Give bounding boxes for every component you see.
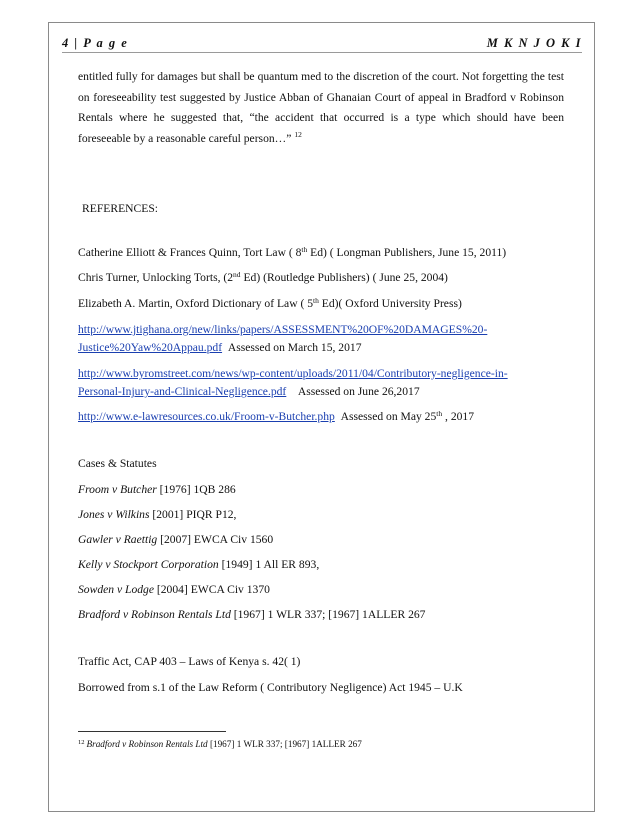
- reference-book-1: Catherine Elliott & Frances Quinn, Tort Law ( 8th Ed) ( Longman Publishers, June 15, 2011): [78, 245, 507, 259]
- header-author: M K N J O K I: [486, 36, 582, 50]
- page-number-label: 4 | P a g e: [62, 36, 129, 50]
- reference-link-1-note: Assessed on March 15, 2017: [227, 341, 362, 354]
- references-heading: REFERENCES:: [82, 202, 159, 215]
- case-item-6: Bradford v Robinson Rentals Ltd [1967] 1 WLR 337; [1967] 1ALLER 267: [78, 608, 426, 621]
- header-divider: [62, 52, 582, 53]
- case-item-1: Froom v Butcher [1976] 1QB 286: [78, 483, 236, 496]
- case-item-5: Sowden v Lodge [2004] EWCA Civ 1370: [78, 583, 270, 596]
- body-paragraph-text: entitled fully for damages but shall be quantum med to the discretion of the court. Not forgetting the test on foreseeability test suggested by Justice Abban of Ghanaian Court of appeal in Bradford v Robinson Rentals where he suggested that, “the accident that occurred is a type which should have been foreseeable by a reasonable careful person…”: [78, 70, 564, 145]
- case-item-3: Gawler v Raettig [2007] EWCA Civ 1560: [78, 533, 274, 546]
- reference-link-1-url-line1[interactable]: http://www.jtighana.org/new/links/papers/ASSESSMENT%20OF%20DAMAGES%20-: [78, 323, 488, 336]
- statute-item-1: Traffic Act, CAP 403 – Laws of Kenya s. 42( 1): [78, 655, 301, 668]
- case-item-2: Jones v Wilkins [2001] PIQR P12,: [78, 508, 237, 521]
- body-paragraph: [78, 67, 564, 149]
- reference-link-2-note: Assessed on June 26,2017: [297, 385, 420, 398]
- statute-item-2: Borrowed from s.1 of the Law Reform ( Contributory Negligence) Act 1945 – U.K: [78, 681, 463, 694]
- reference-link-2-url-line2[interactable]: Personal-Injury-and-Clinical-Negligence.pdf: [78, 385, 287, 398]
- reference-link-2: [78, 367, 508, 381]
- footnote-number: 12: [78, 739, 85, 746]
- reference-link-1-cont: [78, 341, 362, 355]
- reference-link-2-cont: [78, 385, 420, 399]
- footnote: [78, 738, 362, 750]
- reference-link-1: [78, 323, 487, 337]
- reference-link-3: [78, 410, 474, 424]
- reference-link-3-url[interactable]: http://www.e-lawresources.co.uk/Froom-v-Butcher.php: [78, 410, 335, 423]
- reference-link-2-url-line1[interactable]: http://www.byromstreet.com/news/wp-content/uploads/2011/04/Contributory-negligence-in-: [78, 367, 508, 380]
- cases-heading: Cases & Statutes: [78, 457, 157, 470]
- reference-link-1-url-line2[interactable]: Justice%20Yaw%20Appau.pdf: [78, 341, 223, 354]
- footnote-separator: [78, 731, 226, 732]
- reference-book-2: Chris Turner, Unlocking Torts, (2nd Ed) (Routledge Publishers) ( June 25, 2004): [78, 270, 448, 284]
- footnote-case-name: Bradford v Robinson Rentals Ltd: [86, 739, 208, 749]
- reference-book-3: Elizabeth A. Martin, Oxford Dictionary of Law ( 5th Ed)( Oxford University Press): [78, 296, 462, 310]
- reference-link-3-note: Assessed on May 25th , 2017: [340, 409, 475, 423]
- case-item-4: Kelly v Stockport Corporation [1949] 1 All ER 893,: [78, 558, 320, 571]
- footnote-reference: 12: [294, 129, 302, 139]
- footnote-citation: [1967] 1 WLR 337; [1967] 1ALLER 267: [207, 739, 362, 749]
